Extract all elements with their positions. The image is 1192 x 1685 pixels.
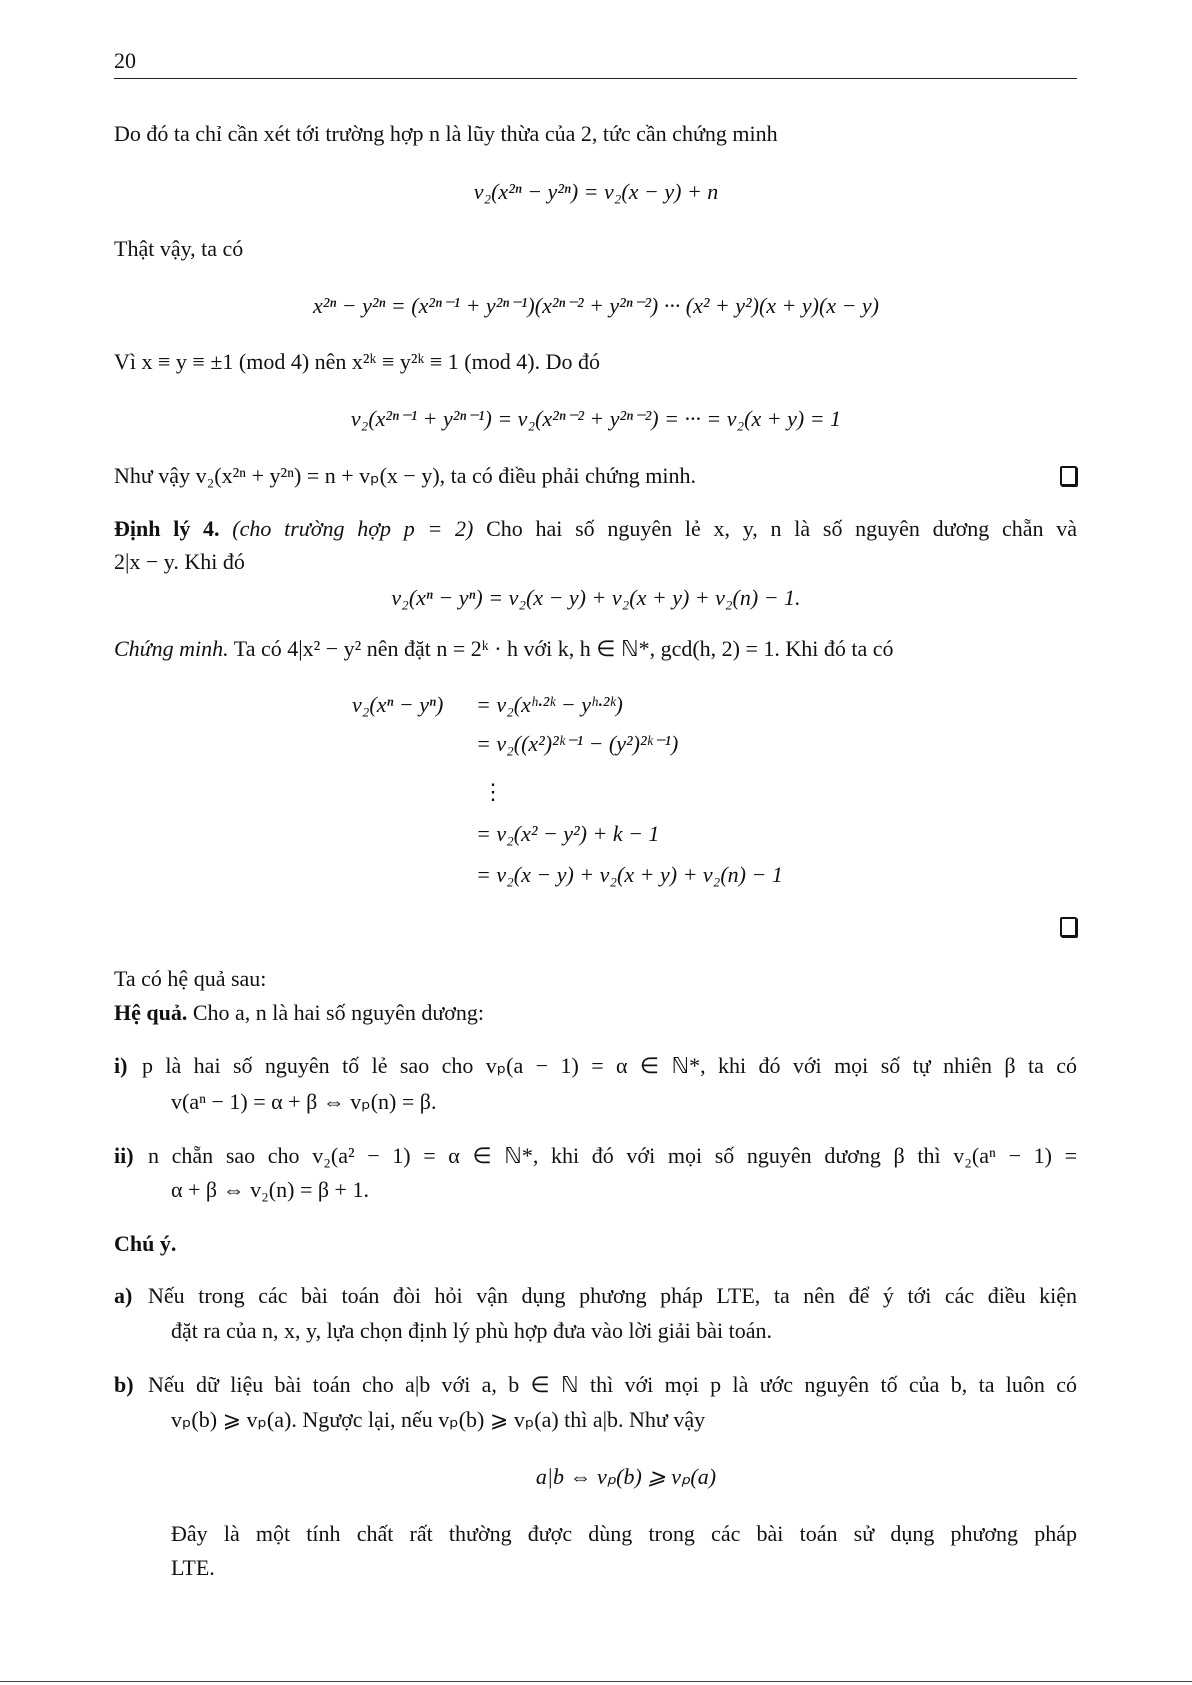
align-line: = v₂(x² − y²) + k − 1 — [476, 821, 660, 846]
qed-symbol — [1060, 917, 1077, 937]
header-rule — [114, 78, 1077, 79]
theorem-label: Định lý 4. — [114, 516, 220, 541]
item-text: α + β ⇔ v₂(n) = β + 1. — [171, 1177, 369, 1202]
item-b-label: b) — [114, 1372, 134, 1397]
equation: a|b ⇔ vₚ(b) ⩾ vₚ(a) — [535, 1464, 717, 1489]
page-number: 20 — [114, 48, 136, 73]
theorem-line: 2|x − y. Khi đó — [114, 549, 245, 574]
item-text: Nếu dữ liệu bài toán cho a|b với a, b ∈ ℕ thì với mọi p là ước nguyên tố của b, ta luôn có — [148, 1372, 1077, 1397]
align-vdots: ⋮ — [482, 779, 504, 804]
item-label — [114, 1143, 134, 1169]
paragraph-line: Vì x ≡ y ≡ ±1 (mod 4) nên x²ᵏ ≡ y²ᵏ ≡ 1 (mod 4). Do đó — [114, 349, 600, 374]
paragraph-line: Ta có hệ quả sau: — [114, 966, 267, 991]
paragraph-line: Thật vậy, ta có — [114, 236, 244, 261]
note-heading — [114, 1231, 176, 1257]
qed-symbol — [1060, 466, 1077, 486]
item-ii-label: ii) — [114, 1143, 134, 1168]
equation: v₂(x²ⁿ − y²ⁿ) = v₂(x − y) + n — [473, 179, 719, 204]
proof-label: Chứng minh. — [114, 636, 229, 661]
proof-line — [114, 636, 894, 662]
equation: v₂(x²ⁿ⁻¹ + y²ⁿ⁻¹) = v₂(x²ⁿ⁻² + y²ⁿ⁻²) = ··· = v₂(x + y) = 1 — [350, 406, 842, 431]
bottom-rule — [0, 1681, 1192, 1682]
item-text: đặt ra của n, x, y, lựa chọn định lý phù hợp đưa vào lời giải bài toán. — [171, 1318, 773, 1343]
item-text: v(aⁿ − 1) = α + β ⇔ vₚ(n) = β. — [171, 1089, 437, 1114]
align-line: = v₂((x²)²ᵏ⁻¹ − (y²)²ᵏ⁻¹) — [476, 731, 679, 756]
theorem-text: Cho hai số nguyên lẻ x, y, n là số nguyên dương chẵn và — [486, 516, 1077, 541]
item-label — [114, 1053, 127, 1079]
paragraph-line: Do đó ta chỉ cần xét tới trường hợp n là lũy thừa của 2, tức cần chứng minh — [114, 121, 778, 146]
item-text: n chẵn sao cho v₂(a² − 1) = α ∈ ℕ*, khi đó với mọi số nguyên dương β thì v₂(aⁿ − 1) = — [148, 1143, 1077, 1168]
align-line: = v₂(xʰ·²ᵏ − yʰ·²ᵏ) — [476, 692, 623, 717]
theorem-condition: (cho trường hợp p = 2) — [232, 516, 474, 541]
align-line: = v₂(x − y) + v₂(x + y) + v₂(n) − 1 — [476, 862, 783, 887]
corollary-text: Cho a, n là hai số nguyên dương: — [192, 1000, 485, 1025]
corollary-label: Hệ quả. — [114, 1000, 188, 1025]
equation: v₂(xⁿ − yⁿ) = v₂(x − y) + v₂(x + y) + v₂(n) − 1. — [391, 585, 801, 610]
item-i-label: i) — [114, 1053, 128, 1078]
item-text: Đây là một tính chất rất thường được dùng trong các bài toán sử dụng phương pháp — [171, 1521, 1077, 1546]
theorem-line — [114, 516, 1077, 542]
item-label — [114, 1372, 134, 1398]
item-a-label: a) — [114, 1283, 133, 1308]
item-text: vₚ(b) ⩾ vₚ(a). Ngược lại, nếu vₚ(b) ⩾ vₚ(a) thì a|b. Như vậy — [171, 1407, 706, 1432]
proof-text: Ta có 4|x² − y² nên đặt n = 2ᵏ · h với k, h ∈ ℕ*, gcd(h, 2) = 1. Khi đó ta có — [233, 636, 894, 661]
item-label — [114, 1283, 132, 1309]
item-text: LTE. — [171, 1555, 215, 1580]
item-text: p là hai số nguyên tố lẻ sao cho vₚ(a − 1) = α ∈ ℕ*, khi đó với mọi số tự nhiên β ta có — [142, 1053, 1077, 1078]
item-text: Nếu trong các bài toán đòi hỏi vận dụng phương pháp LTE, ta nên để ý tới các điều kiện — [148, 1283, 1077, 1308]
paragraph-line: Như vậy v₂(x²ⁿ + y²ⁿ) = n + vₚ(x − y), ta có điều phải chứng minh. — [114, 463, 696, 488]
corollary-line — [114, 1000, 484, 1026]
note-label: Chú ý. — [114, 1231, 177, 1256]
align-lhs: v₂(xⁿ − yⁿ) — [352, 692, 444, 717]
equation: x²ⁿ − y²ⁿ = (x²ⁿ⁻¹ + y²ⁿ⁻¹)(x²ⁿ⁻² + y²ⁿ⁻²) ··· (x² + y²)(x + y)(x − y) — [312, 293, 880, 318]
